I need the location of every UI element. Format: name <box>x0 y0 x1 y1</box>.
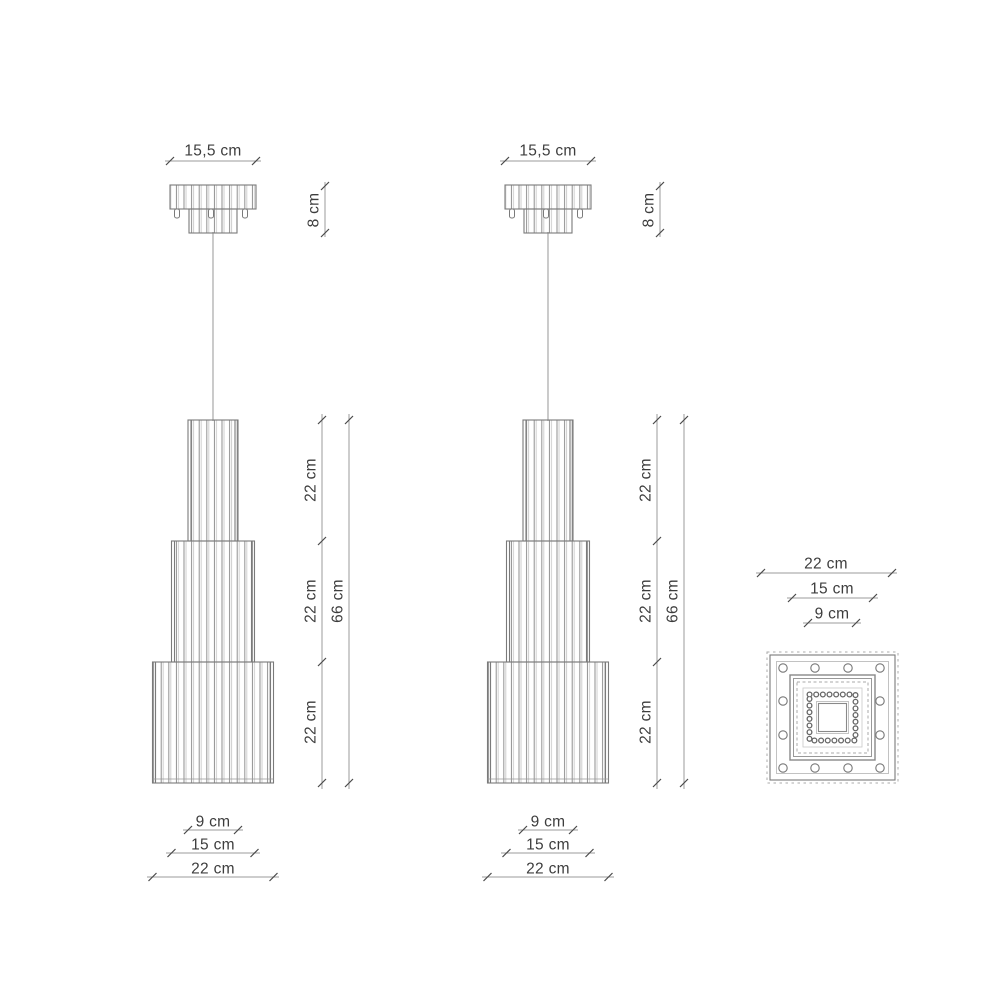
lamp2-total-height-label: 66 cm <box>664 579 682 623</box>
lamp1-canopy-width-label: 15,5 cm <box>184 142 242 160</box>
lamp2-tier-width-small-label: 9 cm <box>530 813 566 831</box>
top-view-outer-square <box>770 655 895 780</box>
lamp2-tier-width-large-label: 22 cm <box>526 860 570 878</box>
lamp2-canopy-height-label: 8 cm <box>640 192 658 228</box>
lamp1-total-height-label: 66 cm <box>329 579 347 623</box>
topview-width-small-label: 9 cm <box>814 605 850 623</box>
lamp1-segment3-height-label: 22 cm <box>302 700 320 744</box>
lamp2-segment2-height-label: 22 cm <box>637 579 655 623</box>
lamp1-tier-width-small-label: 9 cm <box>195 813 231 831</box>
lamp1-tier-width-medium-label: 15 cm <box>191 836 235 854</box>
lamp1-canopy-height-label: 8 cm <box>305 192 323 228</box>
pendant-front-view-1 <box>153 185 274 783</box>
lamp1-segment1-height-label: 22 cm <box>302 458 320 502</box>
pendant-top-view <box>767 652 898 783</box>
pendant-front-view-2 <box>488 185 609 783</box>
lamp2-tier-width-medium-label: 15 cm <box>526 836 570 854</box>
lamp1-segment2-height-label: 22 cm <box>302 579 320 623</box>
topview-width-medium-label: 15 cm <box>810 580 854 598</box>
lamp2-segment3-height-label: 22 cm <box>637 700 655 744</box>
lamp1-tier-width-large-label: 22 cm <box>191 860 235 878</box>
lamp2-canopy-width-label: 15,5 cm <box>519 142 577 160</box>
topview-width-large-label: 22 cm <box>804 555 848 573</box>
lamp2-segment1-height-label: 22 cm <box>637 458 655 502</box>
